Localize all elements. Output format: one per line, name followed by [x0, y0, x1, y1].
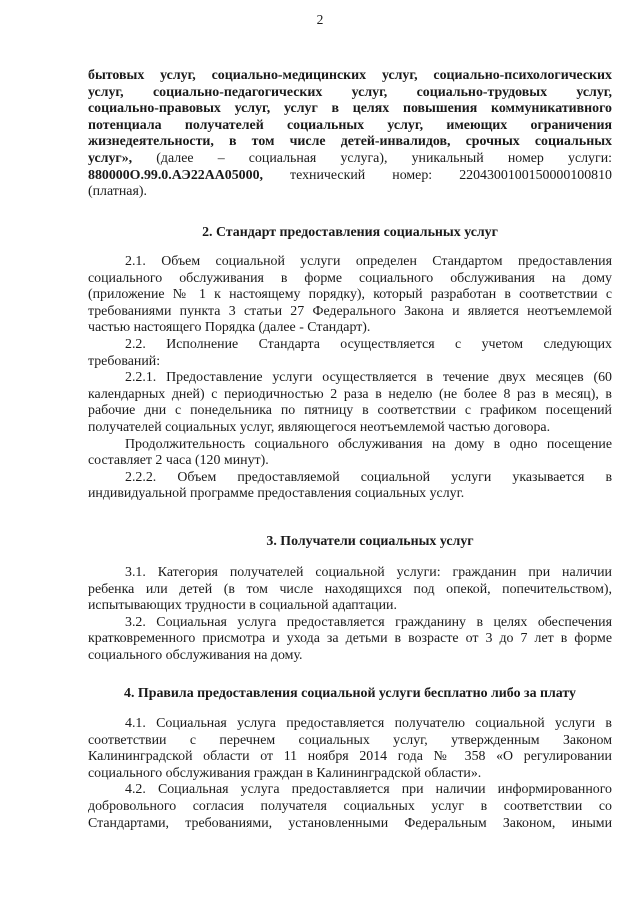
paragraph-line: кратковременного присмотра и ухода за детьми в возрасте от 3 до 7 лет в форме	[88, 631, 612, 647]
paragraph-line: социального обслуживания на дому.	[88, 647, 303, 663]
paragraph-line: социального обслуживания в форме социального обслуживания на дому	[88, 270, 612, 286]
paragraph-line: рабочие дни с понедельника по пятницу в соответствии с графиком посещений	[88, 403, 612, 419]
section-4-body	[88, 716, 612, 832]
paragraph-line: 3.2. Социальная услуга предоставляется гражданину в целях обеспечения	[125, 614, 612, 630]
paragraph-line: ребенка или детей (в том числе находящихся под опекой, попечительством),	[88, 581, 612, 597]
paragraph-line: 2.2.1. Предоставление услуги осуществляется в течение двух месяцев (60	[125, 370, 612, 386]
intro-text: (далее – социальная услуга), уникальный номер услуги:	[132, 150, 612, 166]
paragraph-line: (приложение № 1 к настоящему порядку), который разработан в соответствии с	[88, 287, 612, 303]
paragraph-line: индивидуальной программе предоставления социальных услуг.	[88, 486, 465, 502]
intro-bold-text: услуг»,	[88, 150, 133, 166]
paragraph-line: требованиями пункта 3 статьи 27 Федерального Закона и является неотъемлемой	[88, 303, 612, 319]
intro-line: жизнедеятельности, в том числе детей-инвалидов, срочных социальных	[88, 134, 612, 150]
intro-line	[88, 151, 612, 168]
section-2-body	[88, 254, 612, 503]
intro-paragraph	[88, 68, 612, 201]
section-3-title: 3. Получатели социальных услуг	[266, 534, 474, 549]
paragraph-line: 4.1. Социальная услуга предоставляется получателю социальной услуги в	[125, 716, 612, 731]
paragraph-line: Продолжительность социального обслуживания на дому в одно посещение	[125, 436, 612, 452]
paragraph-line: 2.2.2. Объем предоставляемой социальной услуги указывается в	[125, 469, 612, 485]
intro-line: бытовых услуг, социально-медицинских услуг, социально-психологических	[88, 68, 612, 83]
intro-line: социально-правовых услуг, услуг в целях повышения коммуникативного	[88, 101, 612, 117]
paragraph-line: Калининградской области от 11 ноября 2014 года № 358 «О регулировании	[88, 749, 612, 765]
intro-line: потенциала получателей социальных услуг, имеющих ограничения	[88, 117, 612, 133]
section-3-body	[88, 565, 612, 665]
paragraph-line: 2.2. Исполнение Стандарта осуществляется с учетом следующих	[125, 336, 612, 352]
paragraph-line: составляет 2 часа (120 минут).	[88, 453, 269, 469]
paragraph-line: частью настоящего Порядка (далее - Стандарт).	[88, 320, 371, 336]
paragraph-line: испытывающих трудности в социальной адаптации.	[88, 598, 397, 614]
technical-number: технический номер: 2204300100150000100810	[263, 167, 612, 183]
intro-line: (платная).	[88, 184, 147, 200]
paragraph-line: 3.1. Категория получателей социальной услуги: гражданин при наличии	[125, 565, 612, 580]
paragraph-line: требований:	[88, 353, 161, 369]
page-number: 2	[316, 12, 324, 27]
paragraph-line: добровольного согласия получателя социальных услуг в соответствии со	[88, 798, 612, 814]
paragraph-line: 4.2. Социальная услуга предоставляется при наличии информированного	[125, 782, 612, 798]
service-number: 880000О.99.0.АЭ22АА05000,	[88, 167, 263, 183]
section-2-title: 2. Стандарт предоставления социальных услуг	[202, 225, 498, 240]
paragraph-line: календарных дней) с периодичностью 2 раза в неделю (не более 8 раз в месяц), в	[88, 386, 612, 402]
intro-line: услуг, социально-педагогических услуг, социально-трудовых услуг,	[88, 84, 612, 100]
paragraph-line: получателей социальных услуг, являющегося неотъемлемой частью договора.	[88, 419, 551, 435]
paragraph-line: 2.1. Объем социальной услуги определен Стандартом предоставления	[125, 254, 612, 269]
intro-line	[88, 168, 612, 185]
paragraph-line: соответствии с перечнем социальных услуг, утвержденным Законом	[88, 732, 612, 748]
paragraph-line: Стандартами, требованиями, установленными Федеральным Законом, иными	[88, 815, 612, 831]
paragraph-line: социального обслуживания граждан в Калининградской области».	[88, 765, 482, 781]
section-4-title: 4. Правила предоставления социальной услуги бесплатно либо за плату	[124, 686, 576, 701]
